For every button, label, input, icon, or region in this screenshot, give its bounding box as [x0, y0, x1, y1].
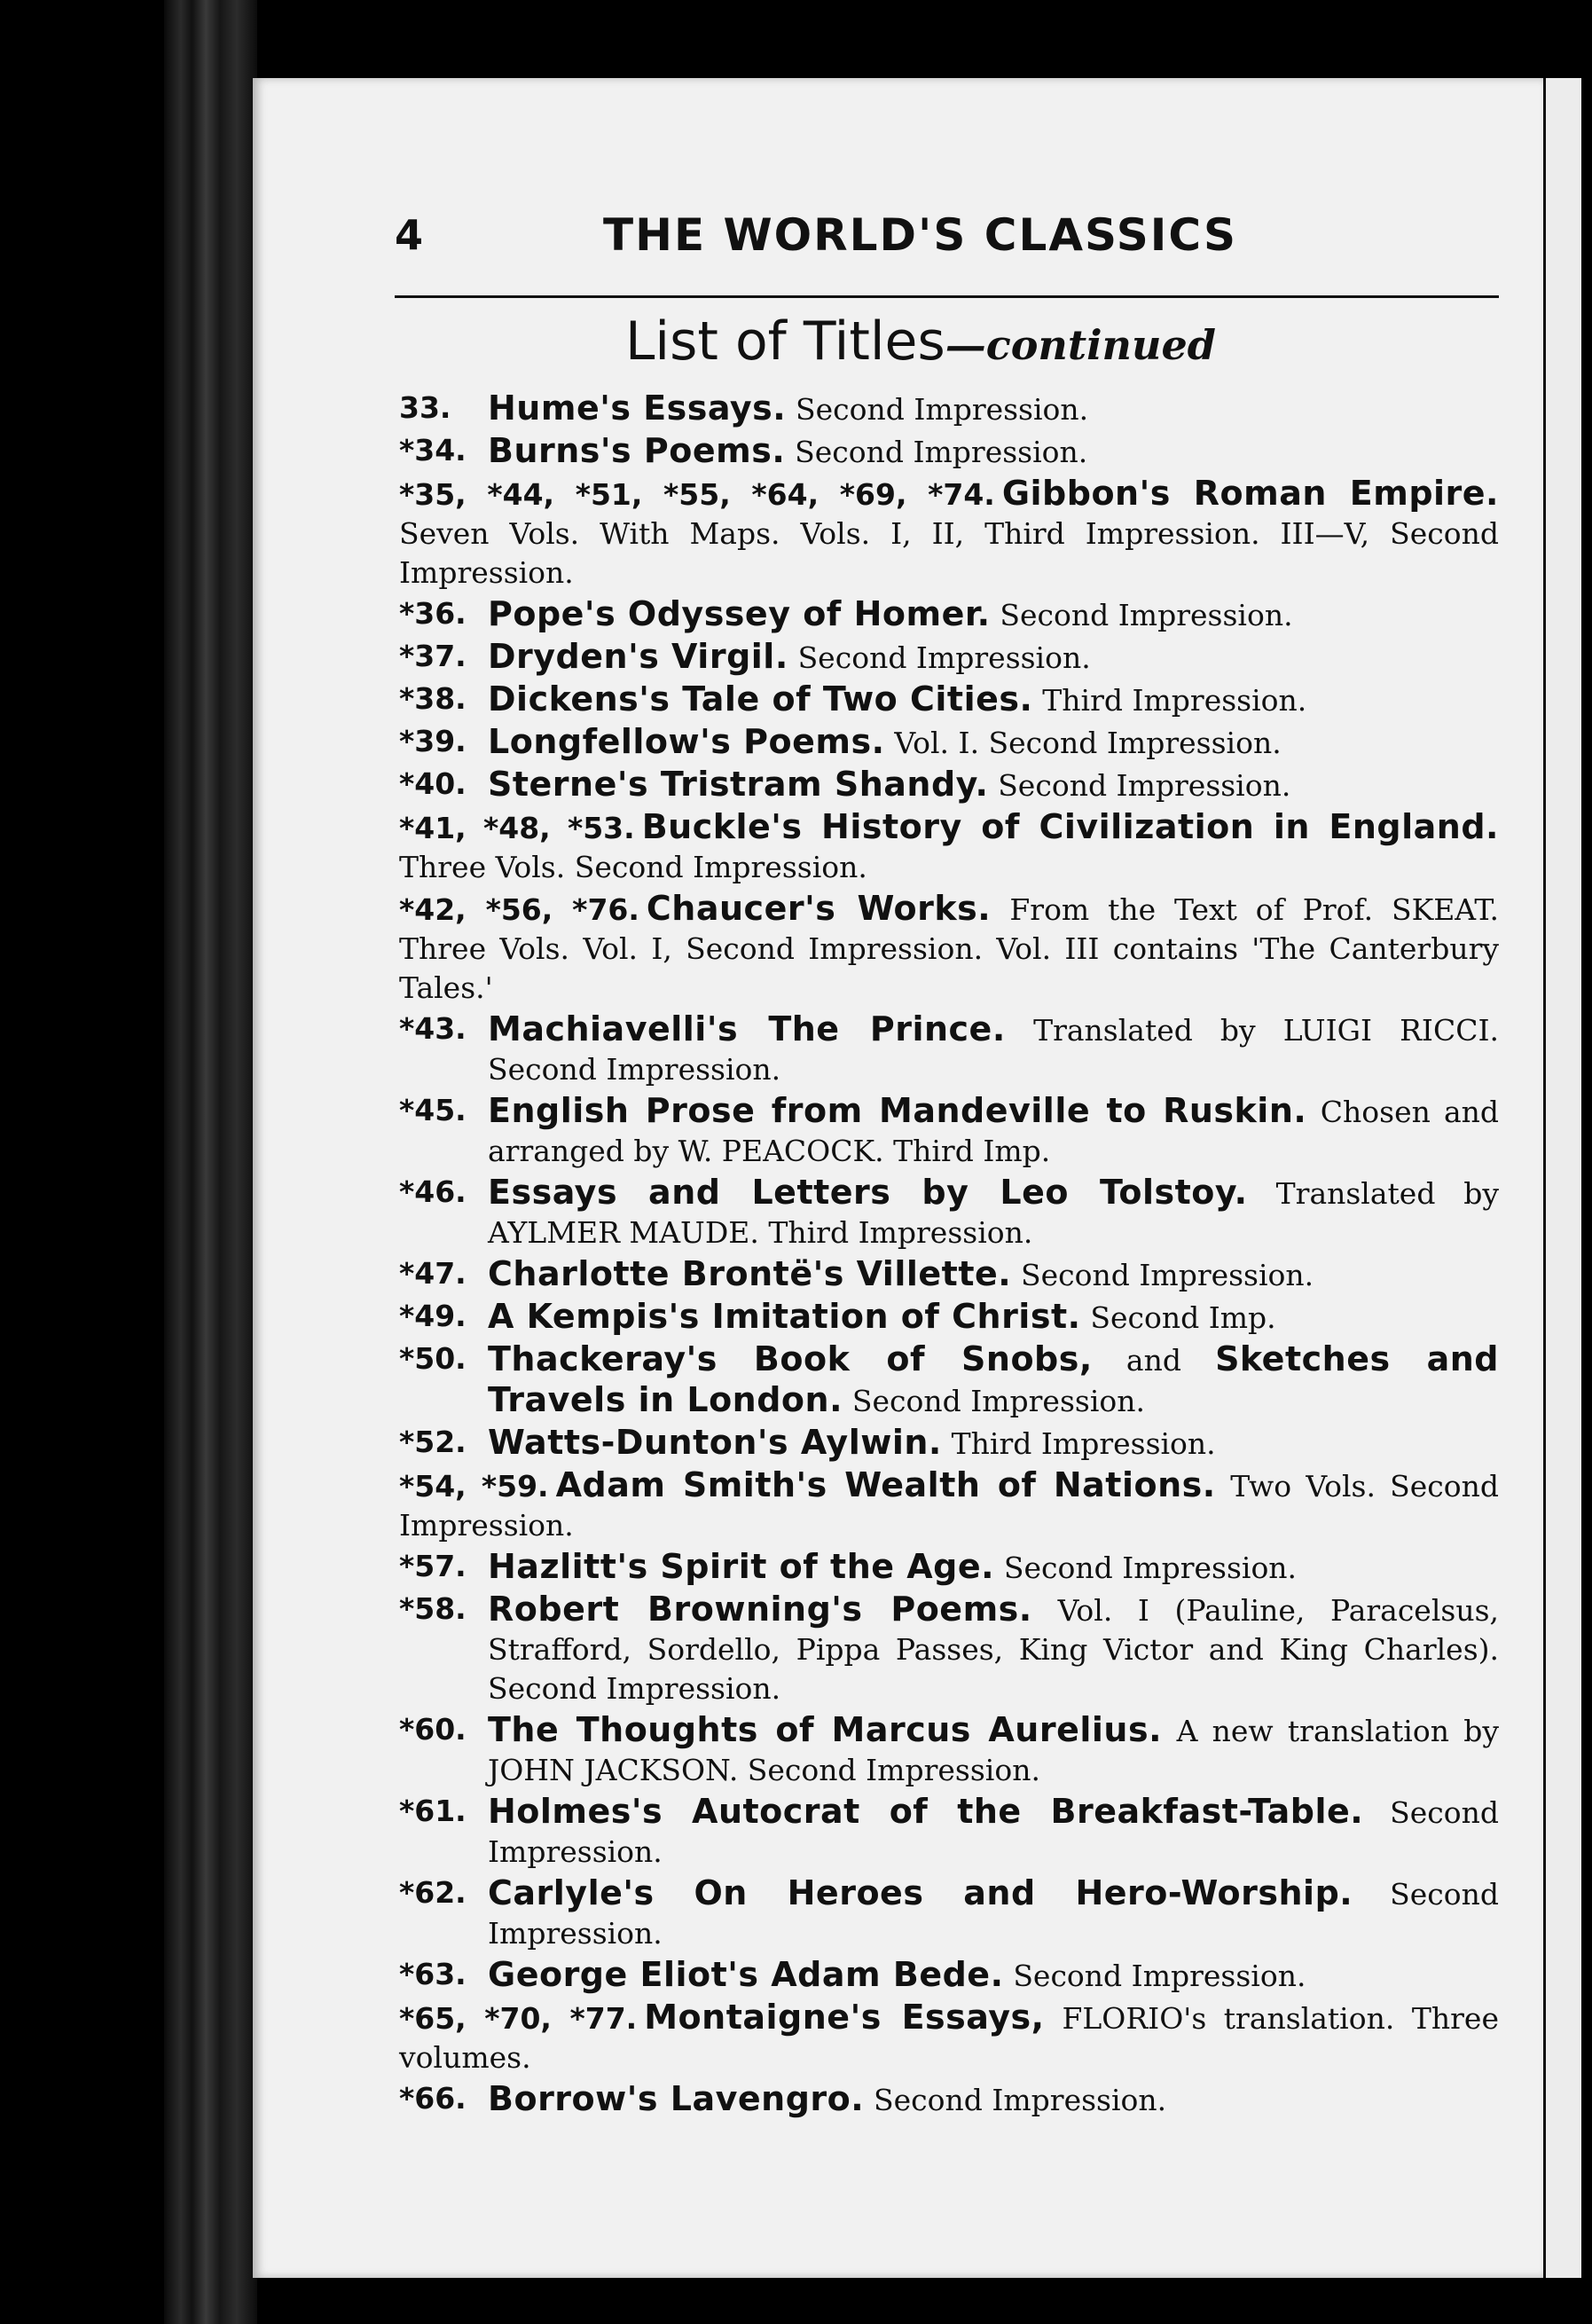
entry-description: Second Impression. — [1013, 1959, 1306, 1993]
entry-description: Second Impression. — [795, 435, 1088, 469]
entry-title: Carlyle's On Heroes and Hero-Worship. — [488, 1873, 1353, 1912]
list-item — [253, 807, 1543, 887]
entry-number: *38. — [399, 681, 467, 716]
entry-title: The Thoughts of Marcus Aurelius. — [488, 1710, 1163, 1749]
entry-title: Adam Smith's Wealth of Nations. — [555, 1465, 1216, 1504]
list-item — [253, 765, 1543, 805]
list-item — [253, 679, 1543, 720]
entry-number: *45. — [399, 1093, 467, 1127]
entry-description: Second Impression. — [797, 640, 1091, 675]
entry-title: Borrow's Lavengro. — [488, 2079, 865, 2118]
entry-description: Third Impression. — [951, 1426, 1216, 1461]
entry-title: Hume's Essays. — [488, 389, 787, 428]
heading-suffix: —continued — [945, 321, 1216, 369]
entry-title: Hazlitt's Spirit of the Age. — [488, 1547, 995, 1586]
book-spine — [164, 0, 257, 2324]
list-item — [253, 1423, 1543, 1464]
entry-title: Pope's Odyssey of Homer. — [488, 594, 991, 633]
entry-title: English Prose from Mandeville to Ruskin. — [488, 1091, 1307, 1130]
header-rule — [395, 295, 1499, 298]
entry-description: Translated by LUIGI RICCI. Second Impression. — [488, 1013, 1499, 1087]
entry-title: Sterne's Tristram Shandy. — [488, 765, 989, 804]
entry-description: FLORIO's translation. Three volumes. — [399, 2001, 1499, 2075]
entry-description: Two Vols. Second Impression. — [399, 1469, 1499, 1543]
entry-description: Translated by AYLMER MAUDE. Third Impression. — [488, 1176, 1499, 1250]
entry-description: Second Impression. — [796, 392, 1089, 427]
entry-description: From the Text of Prof. SKEAT. Three Vols. Vol. I, Second Impression. Vol. III contains 'The Canterbury Tales.' — [399, 892, 1499, 1005]
entry-number: *50. — [399, 1341, 467, 1376]
entry-description: Third Impression. — [1042, 683, 1307, 718]
entry-description: Vol. I (Pauline, Paracelsus, Strafford, Sordello, Pippa Passes, King Victor and King Charles). Second Impression. — [488, 1593, 1499, 1706]
entry-number: *39. — [399, 724, 467, 758]
book-page — [253, 78, 1543, 2278]
list-item — [253, 2079, 1543, 2120]
entry-title: A Kempis's Imitation of Christ. — [488, 1297, 1081, 1336]
list-item — [253, 1091, 1543, 1171]
entry-number: *40. — [399, 766, 467, 801]
entry-number: *60. — [399, 1712, 467, 1747]
entry-number: *34. — [399, 433, 467, 467]
entry-number: *46. — [399, 1174, 467, 1209]
entry-number: *37. — [399, 639, 467, 673]
heading-text: List of Titles — [625, 310, 945, 373]
entry-number: *65, *70, *77. — [399, 2001, 638, 2036]
entry-description: Second Impression. — [488, 1795, 1499, 1869]
entry-description: Second Impression. — [488, 1877, 1499, 1951]
entry-title: Longfellow's Poems. — [488, 722, 885, 761]
entry-number: *42, *56, *76. — [399, 892, 639, 927]
entry-title: Robert Browning's Poems. — [488, 1590, 1032, 1629]
list-item — [253, 1465, 1543, 1545]
entry-description: Second Imp. — [1090, 1300, 1276, 1335]
entry-description: Second Impression. — [851, 1384, 1145, 1418]
entry-description: Three Vols. Second Impression. — [399, 850, 867, 884]
entry-title: Buckle's History of Civilization in England. — [641, 807, 1499, 846]
entry-number: *41, *48, *53. — [399, 811, 635, 845]
list-item — [253, 1173, 1543, 1252]
list-item — [253, 1792, 1543, 1872]
entry-number: *61. — [399, 1794, 467, 1828]
list-item — [253, 1339, 1543, 1421]
list-item — [253, 431, 1543, 472]
entry-description: Second Impression. — [1021, 1258, 1314, 1292]
entry-title: Chaucer's Works. — [646, 889, 992, 928]
entry-number: *43. — [399, 1011, 467, 1046]
entry-title: Holmes's Autocrat of the Breakfast-Table. — [488, 1792, 1364, 1831]
entry-title: Essays and Letters by Leo Tolstoy. — [488, 1173, 1248, 1212]
entry-title: Gibbon's Roman Empire. — [1001, 474, 1499, 513]
list-item — [253, 1590, 1543, 1708]
entry-title: Dryden's Virgil. — [488, 637, 788, 676]
list-item — [253, 889, 1543, 1008]
section-heading — [625, 310, 1423, 373]
entry-description: and — [1125, 1343, 1181, 1378]
list-item — [253, 1297, 1543, 1338]
entry-number: *54, *59. — [399, 1469, 549, 1504]
page-edge — [1543, 78, 1581, 2278]
entry-description: Seven Vols. With Maps. Vols. I, II, Third Impression. III—V, Second Impression. — [399, 516, 1499, 590]
entry-number: *57. — [399, 1549, 467, 1583]
entry-number: *58. — [399, 1591, 467, 1626]
list-item — [253, 722, 1543, 763]
entry-description: Second Impression. — [874, 2083, 1167, 2117]
entry-number: *52. — [399, 1425, 467, 1459]
entry-title: Charlotte Brontë's Villette. — [488, 1254, 1012, 1293]
entry-title: Dickens's Tale of Two Cities. — [488, 679, 1033, 718]
list-item — [253, 1009, 1543, 1089]
entry-description: Chosen and arranged by W. PEACOCK. Third Imp. — [488, 1095, 1500, 1168]
list-item — [253, 1547, 1543, 1588]
list-item — [253, 1873, 1543, 1953]
list-item — [253, 1710, 1543, 1790]
entry-number: *63. — [399, 1957, 467, 1991]
entry-title: Burns's Poems. — [488, 431, 786, 470]
entry-number: *49. — [399, 1299, 467, 1333]
entry-number: *62. — [399, 1875, 467, 1910]
entry-title: Watts-Dunton's Aylwin. — [488, 1423, 942, 1462]
list-item — [253, 474, 1543, 593]
entry-title: George Eliot's Adam Bede. — [488, 1955, 1004, 1994]
page-number: 4 — [395, 211, 424, 259]
entry-title: Montaigne's Essays, — [644, 1998, 1045, 2037]
entry-title: Sketches and Travels in London. — [488, 1339, 1499, 1419]
entry-title: Thackeray's Book of Snobs, — [488, 1339, 1093, 1378]
entry-number: *47. — [399, 1256, 467, 1291]
title-list — [253, 389, 1543, 2122]
entry-number: *36. — [399, 596, 467, 631]
list-item — [253, 594, 1543, 635]
list-item — [253, 1955, 1543, 1996]
list-item — [253, 1254, 1543, 1295]
entry-number: 33. — [399, 390, 451, 425]
entry-description: Vol. I. Second Impression. — [894, 726, 1282, 760]
entry-title: Machiavelli's The Prince. — [488, 1009, 1006, 1048]
entry-number: *66. — [399, 2081, 467, 2116]
list-item — [253, 389, 1543, 429]
list-item — [253, 637, 1543, 678]
running-title: THE WORLD'S CLASSICS — [603, 209, 1238, 261]
entry-description: Second Impression. — [1000, 598, 1293, 632]
list-item — [253, 1998, 1543, 2077]
entry-description: Second Impression. — [1003, 1551, 1298, 1585]
entry-number: *35, *44, *51, *55, *64, *69, *74. — [399, 477, 995, 512]
entry-description: Second Impression. — [998, 768, 1291, 803]
entry-description: A new translation by JOHN JACKSON. Second Impression. — [488, 1714, 1499, 1787]
